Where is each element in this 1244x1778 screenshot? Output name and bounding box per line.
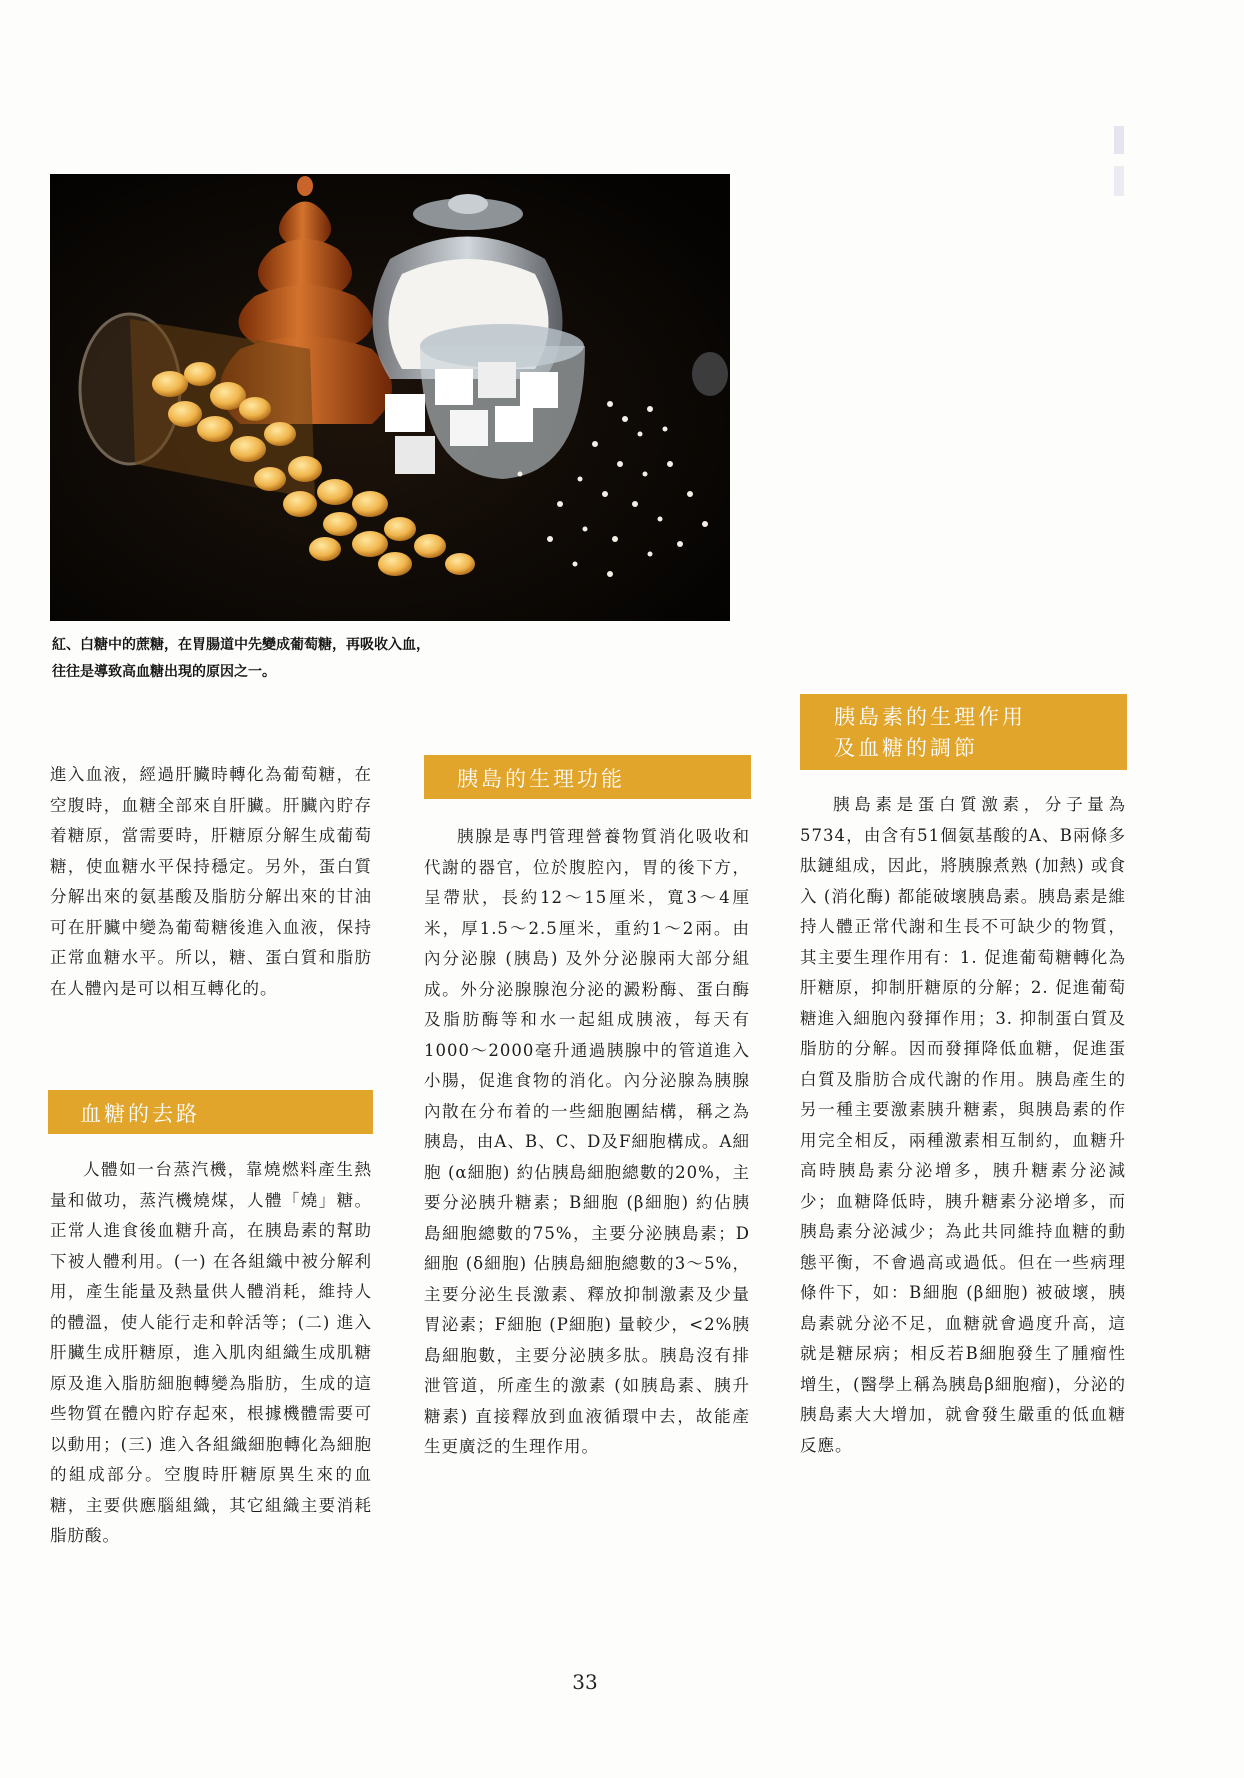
edge-marks-graphic — [1110, 126, 1126, 216]
section-title: 血糖的去路 — [80, 1102, 200, 1126]
body-paragraph: 胰島素是蛋白質激素，分子量為5734，由含有51個氨基酸的A、B兩條多肽鏈組成，因此，將胰腺煮熟 (加熱) 或食入 (消化酶) 都能破壞胰島素。胰島素是維持人體正常代謝和生長不可缺少的物質，其主要生理作用有：1. 促進葡萄糖轉化為肝糖原，抑制肝糖原的分解；2. 促進葡萄糖進入細胞內發揮作用；3. 抑制蛋白質及脂肪的分解。因而發揮降低血糖，促進蛋白質及脂肪合成代謝的作用。胰島產生的另一種主要激素胰升糖素，與胰島素的作用完全相反，兩種激素相互制約，血糖升高時胰島素分泌增多，胰升糖素分泌減少；血糖降低時，胰升糖素分泌增多，而胰島素分泌減少；為此共同維持血糖的動態平衡，不會過高或過低。但在一些病理條件下，如：B細胞 (β細胞) 被破壞，胰島素就分泌不足，血糖就會過度升高，這就是糖尿病；相反若B細胞發生了腫瘤性增生，(醫學上稱為胰島β細胞瘤)，分泌的胰島素大大增加，就會發生嚴重的低血糖反應。 — [800, 795, 1126, 1455]
section-heading-islet-function — [424, 755, 751, 799]
caption-line: 往往是導致高血糖出現的原因之一。 — [52, 664, 276, 680]
section-title-line: 及血糖的調節 — [834, 736, 978, 760]
left-column-intro — [50, 760, 372, 1004]
right-column-body — [800, 790, 1126, 1461]
intro-paragraph: 進入血液，經過肝臟時轉化為葡萄糖，在空腹時，血糖全部來自肝臟。肝臟內貯存着糖原，當需要時，肝糖原分解生成葡萄糖，使血糖水平保持穩定。另外，蛋白質分解出來的氨基酸及脂肪分解出來的甘油可在肝臟中變為葡萄糖後進入血液，保持正常血糖水平。所以，糖、蛋白質和脂肪在人體內是可以相互轉化的。 — [50, 765, 372, 998]
section-title: 胰島的生理功能 — [457, 767, 625, 791]
left-column-body — [50, 1155, 372, 1552]
caption-line: 紅、白糖中的蔗糖，在胃腸道中先變成葡萄糖，再吸收入血， — [52, 637, 430, 653]
sugar-photo — [50, 174, 730, 621]
section-title-line: 胰島素的生理作用 — [834, 705, 1026, 729]
body-paragraph: 人體如一台蒸汽機，靠燒燃料產生熱量和做功，蒸汽機燒煤，人體「燒」糖。正常人進食後血糖升高，在胰島素的幫助下被人體利用。(一) 在各組織中被分解利用，產生能量及熱量供人體消耗，維持人的體溫，使人能行走和幹活等；(二) 進入肝臟生成肝糖原，進入肌肉組織生成肌糖原及進入脂肪細胞轉變為脂肪，生成的這些物質在體內貯存起來，根據機體需要可以動用；(三) 進入各組織細胞轉化為細胞的組成部分。空腹時肝糖原異生來的血糖，主要供應腦組織，其它組織主要消耗脂肪酸。 — [50, 1160, 372, 1545]
edge-print-marks — [1110, 126, 1126, 216]
page-number: 33 — [572, 1670, 598, 1694]
sugar-still-life-illustration — [50, 174, 730, 621]
photo-caption — [52, 632, 752, 686]
section-heading-insulin-function — [800, 694, 1127, 770]
middle-column-body — [424, 822, 750, 1463]
body-paragraph: 胰腺是專門管理營養物質消化吸收和代謝的器官，位於腹腔內，胃的後下方，呈帶狀，長約12～15厘米，寬3～4厘米，厚1.5～2.5厘米，重約1～2兩。由內分泌腺 (胰島) 及外分泌腺兩大部分組成。外分泌腺腺泡分泌的澱粉酶、蛋白酶及脂肪酶等和水一起組成胰液，每天有1000～2000毫升通過胰腺中的管道進入小腸，促進食物的消化。內分泌腺為胰腺內散在分布着的一些細胞團結構，稱之為胰島，由A、B、C、D及F細胞構成。A細胞 (α細胞) 約佔胰島細胞總數的20%，主要分泌胰升糖素；B細胞 (β細胞) 約佔胰島細胞總數的75%，主要分泌胰島素；D細胞 (δ細胞) 佔胰島細胞總數的3～5%，主要分泌生長激素、釋放抑制激素及少量胃泌素；F細胞 (P細胞) 量較少，<2%胰島細胞數，主要分泌胰多肽。胰島沒有排泄管道，所產生的激素 (如胰島素、胰升糖素) 直接釋放到血液循環中去，故能產生更廣泛的生理作用。 — [424, 827, 750, 1456]
section-heading-blood-sugar-fate — [48, 1090, 373, 1134]
